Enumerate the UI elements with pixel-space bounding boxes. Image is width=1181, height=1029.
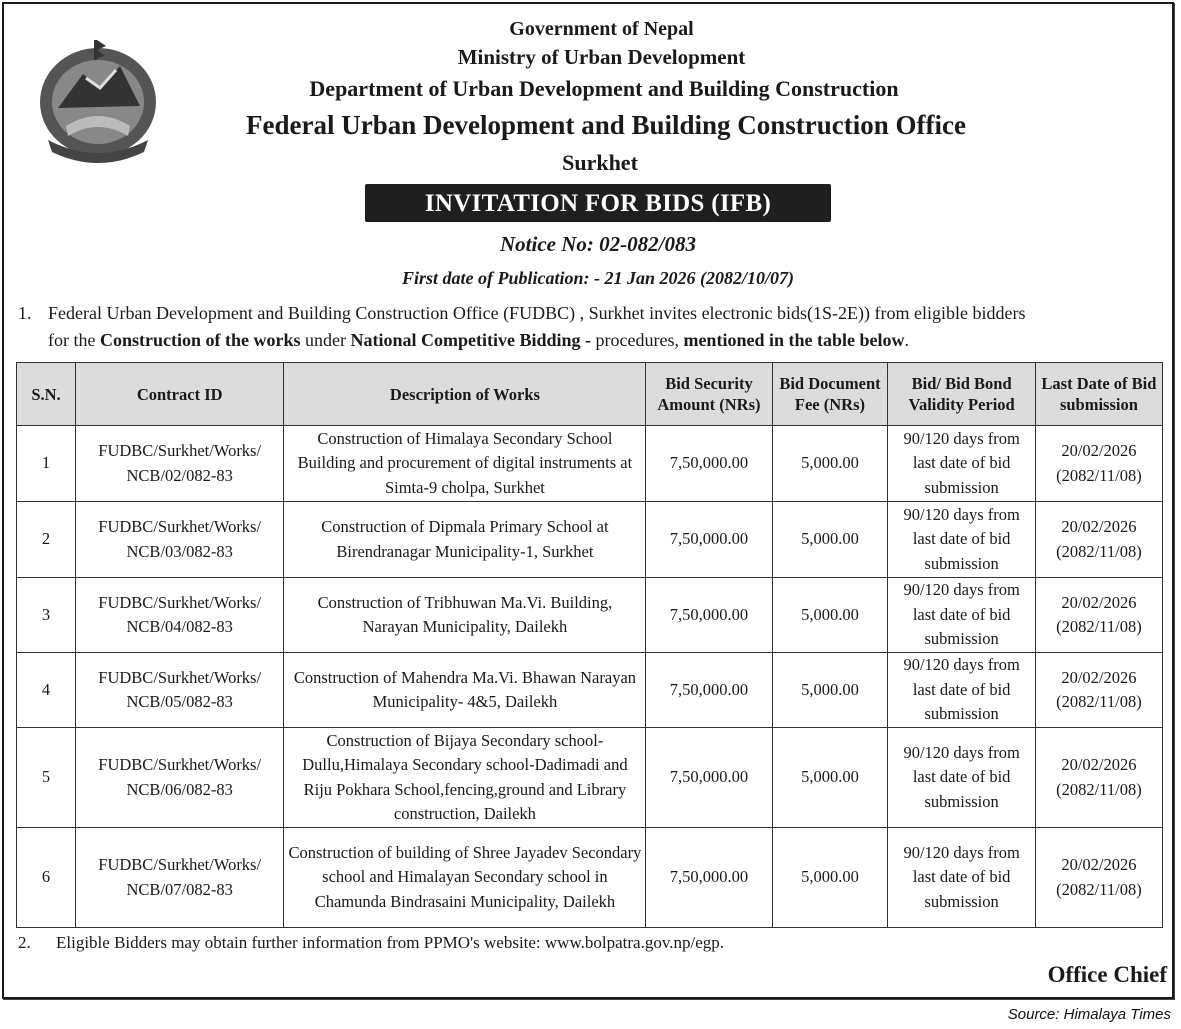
- cell-validity: 90/120 days from last date of bid submission: [888, 828, 1035, 928]
- cell-validity: 90/120 days from last date of bid submission: [888, 728, 1035, 828]
- cell-document-fee: 5,000.00: [772, 426, 888, 502]
- cell-description: Construction of Tribhuwan Ma.Vi. Building, Narayan Municipality, Dailekh: [284, 578, 646, 653]
- signature-office-chief: Office Chief: [1047, 962, 1167, 987]
- cell-last-date: 20/02/2026 (2082/11/08): [1035, 653, 1162, 728]
- cell-description: Construction of Himalaya Secondary School Building and procurement of digital instruments at Simta-9 cholpa, Surkhet: [284, 426, 646, 502]
- cell-contract-id: FUDBC/Surkhet/Works/ NCB/03/082-83: [75, 502, 283, 578]
- table-row: [17, 828, 1163, 928]
- header-contract-id: Contract ID: [75, 363, 283, 426]
- cell-contract-id: FUDBC/Surkhet/Works/ NCB/02/082-83: [75, 426, 283, 502]
- paragraph-text: Federal Urban Development and Building Construction Office (FUDBC) , Surkhet invites electronic bids(1S-2E)) from eligible bidders: [48, 303, 1026, 323]
- cell-contract-id: FUDBC/Surkhet/Works/ NCB/06/082-83: [75, 728, 283, 828]
- office-location: Surkhet: [562, 150, 638, 175]
- cell-validity: 90/120 days from last date of bid submission: [888, 426, 1035, 502]
- publication-date: First date of Publication: - 21 Jan 2026 (2082/10/07): [401, 268, 794, 288]
- cell-document-fee: 5,000.00: [772, 502, 888, 578]
- table-row: [17, 653, 1163, 728]
- header-sn: S.N.: [17, 363, 76, 426]
- cell-bid-security: 7,50,000.00: [646, 653, 772, 728]
- cell-bid-security: 7,50,000.00: [646, 426, 772, 502]
- header-document-fee: Bid Document Fee (NRs): [772, 363, 888, 426]
- bold-segment: National Competitive Bidding -: [350, 330, 591, 350]
- table-row: [17, 728, 1163, 828]
- paragraph-number: 2.: [18, 933, 31, 952]
- notice-number: Notice No: 02-082/083: [500, 232, 696, 256]
- table-row: [17, 502, 1163, 578]
- paragraph-text: Eligible Bidders may obtain further information from PPMO's website: www.bolpatra.gov.np/egp.: [56, 933, 724, 952]
- cell-bid-security: 7,50,000.00: [646, 728, 772, 828]
- bold-segment: mentioned in the table below: [683, 330, 905, 350]
- table-row: [17, 578, 1163, 653]
- cell-validity: 90/120 days from last date of bid submission: [888, 502, 1035, 578]
- cell-validity: 90/120 days from last date of bid submission: [888, 653, 1035, 728]
- cell-bid-security: 7,50,000.00: [646, 578, 772, 653]
- cell-sn: 1: [17, 426, 76, 502]
- government-title: Government of Nepal: [509, 18, 694, 40]
- cell-description: Construction of Bijaya Secondary school-Dullu,Himalaya Secondary school-Dadimadi and Riju Pokhara School,fencing,ground and Library construction, Dailekh: [284, 728, 646, 828]
- cell-document-fee: 5,000.00: [772, 578, 888, 653]
- text-segment: .: [904, 330, 909, 350]
- ministry-title: Ministry of Urban Development: [457, 45, 746, 69]
- cell-last-date: 20/02/2026 (2082/11/08): [1035, 426, 1162, 502]
- paragraph-2: [18, 933, 724, 953]
- cell-description: Construction of Mahendra Ma.Vi. Bhawan Narayan Municipality- 4&5, Dailekh: [284, 653, 646, 728]
- cell-description: Construction of Dipmala Primary School at Birendranagar Municipality-1, Surkhet: [284, 502, 646, 578]
- text-segment: procedures,: [590, 330, 684, 350]
- bids-table: [16, 362, 1163, 928]
- cell-sn: 3: [17, 578, 76, 653]
- cell-document-fee: 5,000.00: [772, 653, 888, 728]
- cell-contract-id: FUDBC/Surkhet/Works/ NCB/04/082-83: [75, 578, 283, 653]
- ifb-banner: INVITATION FOR BIDS (IFB): [365, 184, 831, 222]
- cell-last-date: 20/02/2026 (2082/11/08): [1035, 728, 1162, 828]
- source-credit: Source: Himalaya Times: [1007, 1006, 1171, 1023]
- department-title: Department of Urban Development and Building Construction: [309, 76, 899, 101]
- cell-last-date: 20/02/2026 (2082/11/08): [1035, 578, 1162, 653]
- cell-contract-id: FUDBC/Surkhet/Works/ NCB/07/082-83: [75, 828, 283, 928]
- cell-sn: 5: [17, 728, 76, 828]
- cell-document-fee: 5,000.00: [772, 828, 888, 928]
- header-bid-security: Bid Security Amount (NRs): [646, 363, 772, 426]
- cell-validity: 90/120 days from last date of bid submission: [888, 578, 1035, 653]
- text-segment: for the: [48, 330, 100, 350]
- bold-segment: Construction of the works: [99, 330, 301, 350]
- cell-description: Construction of building of Shree Jayadev Secondary school and Himalayan Secondary school in Chamunda Bindrasaini Municipality, Dailekh: [284, 828, 646, 928]
- header-description: Description of Works: [284, 363, 646, 426]
- text-segment: under: [300, 330, 351, 350]
- cell-contract-id: FUDBC/Surkhet/Works/ NCB/05/082-83: [75, 653, 283, 728]
- cell-bid-security: 7,50,000.00: [646, 828, 772, 928]
- header-last-date: Last Date of Bid submission: [1035, 363, 1162, 426]
- cell-sn: 2: [17, 502, 76, 578]
- table-header-row: [17, 363, 1163, 426]
- paragraph-1: [18, 300, 1170, 354]
- paragraph-number: 1.: [18, 303, 32, 323]
- cell-sn: 4: [17, 653, 76, 728]
- office-title: Federal Urban Development and Building Construction Office: [246, 110, 966, 140]
- cell-sn: 6: [17, 828, 76, 928]
- table-row: [17, 426, 1163, 502]
- cell-bid-security: 7,50,000.00: [646, 502, 772, 578]
- cell-last-date: 20/02/2026 (2082/11/08): [1035, 828, 1162, 928]
- cell-document-fee: 5,000.00: [772, 728, 888, 828]
- header-validity: Bid/ Bid Bond Validity Period: [888, 363, 1035, 426]
- cell-last-date: 20/02/2026 (2082/11/08): [1035, 502, 1162, 578]
